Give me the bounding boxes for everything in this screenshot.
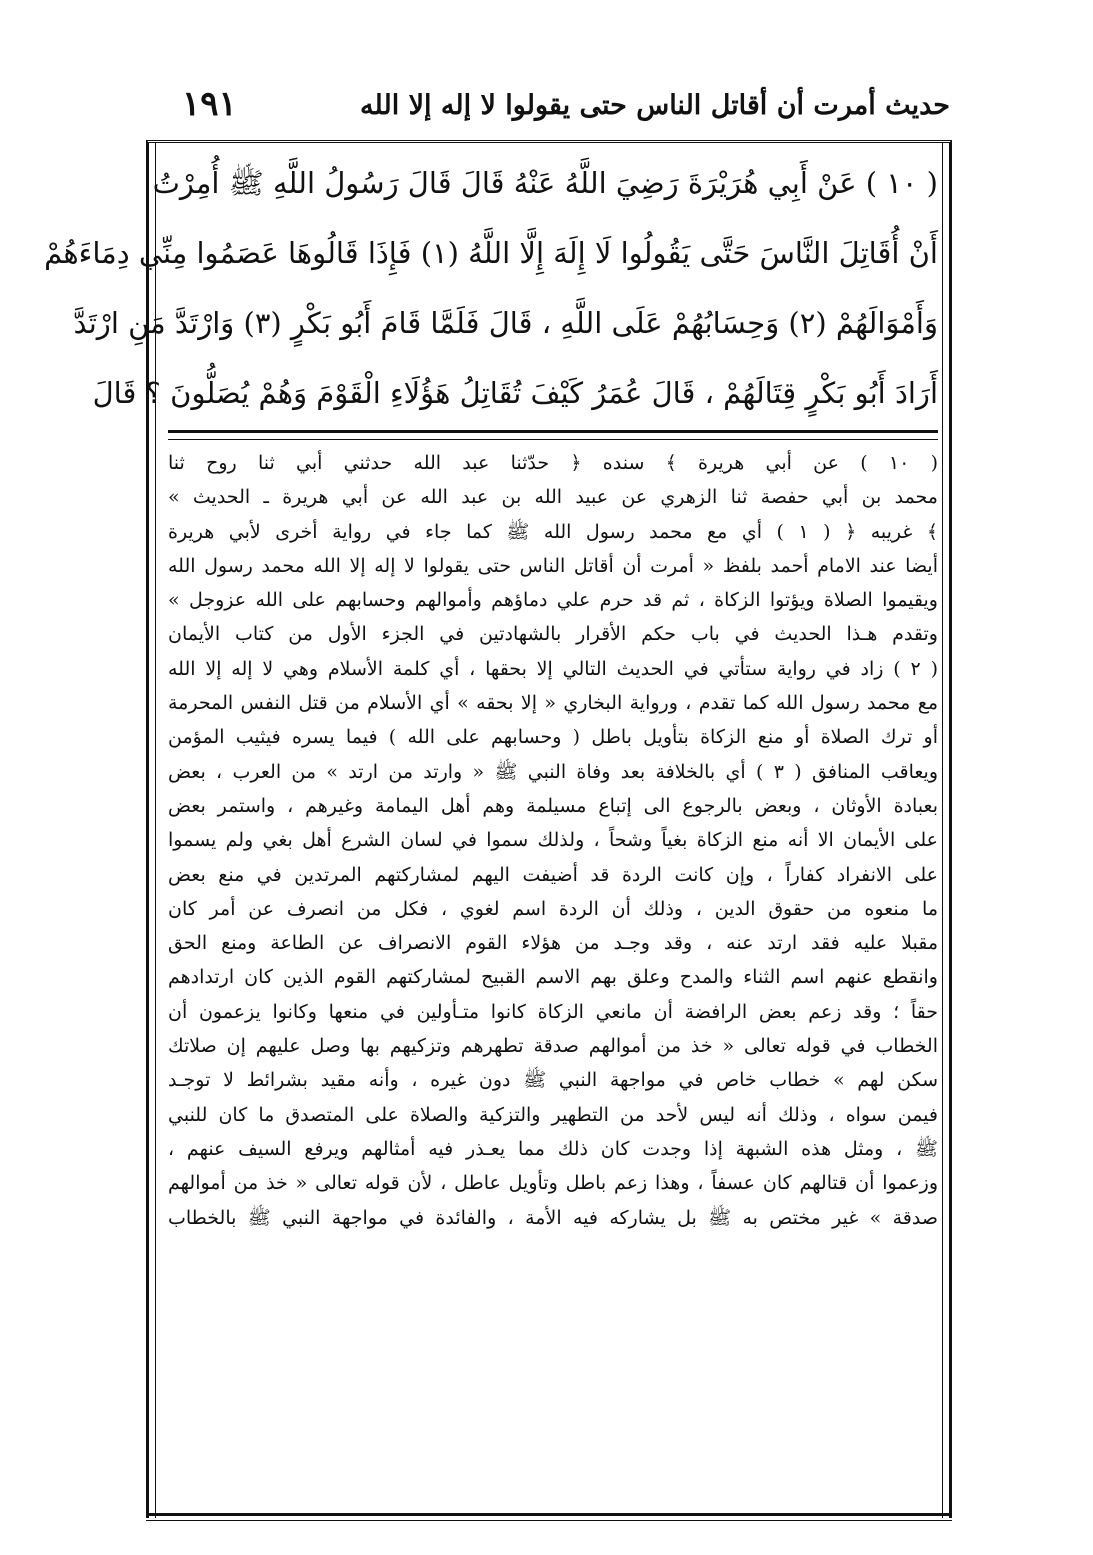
frame-bottom-rule xyxy=(146,1513,952,1516)
commentary-line: ﴾ غريبه ﴿ ( ١ ) أي مع محمد رسول الله ﷺ كما جاء في رواية أخرى لأبي هريرة xyxy=(168,520,938,543)
running-header xyxy=(160,84,950,134)
frame-bottom-rule-thin xyxy=(146,1520,952,1521)
commentary-line: ويقيموا الصلاة ويؤتوا الزكاة ، ثم قد حرم علي دماؤهم وأموالهم وحسابهم على الله عزوجل » xyxy=(168,589,938,612)
commentary-line: على الأيمان الا أنه منع الزكاة بغياً وشحاً ، ولذلك سموا في لسان الشرع أهل بغي ولم يسموا xyxy=(168,829,938,852)
commentary-line: ويعاقب المنافق ( ٣ ) أي بالخلافة بعد وفاة النبي ﷺ « وارتد من ارتد » من العرب ، بعض xyxy=(168,760,938,783)
commentary-line: أيضا عند الامام أحمد بلفظ « أمرت أن أقاتل الناس حتى يقولوا لا إله إلا الله محمد رسول الله xyxy=(168,554,938,577)
commentary-line: صدقة » غير مختص به ﷺ بل يشاركه فيه الأمة ، والفائدة في مواجهة النبي ﷺ بالخطاب xyxy=(168,1206,938,1229)
commentary-line: ﷺ ، ومثل هذه الشبهة إذا وجدت كان ذلك مما يعـذر فيه أمثالهم ويرفع السيف عنهم ، xyxy=(168,1137,938,1160)
commentary-line: حقاً ؛ وقد زعم بعض الرافضة أن مانعي الزكاة كانوا متـأولين في منعها وكانوا يزعمون أن xyxy=(168,1000,938,1023)
hadith-text xyxy=(44,148,938,428)
commentary-line: مقبلا عليه فقد ارتد عنه ، وقد وجـد من هؤلاء القوم الانصراف عن الطاعة ومنع الحق xyxy=(168,932,938,955)
commentary-line: وتقدم هـذا الحديث في باب حكم الأقرار بالشهادتين في الجزء الأول من كتاب الأيمان xyxy=(168,623,938,646)
commentary-line: ما منعوه من حقوق الدين ، وذلك أن الردة اسم لغوي ، فكل من انصرف عن أمر كان xyxy=(168,897,938,920)
hadith-line: وَأَمْوَالَهُمْ (٢) وَحِسَابُهُمْ عَلَى اللَّهِ ، قَالَ فَلَمَّا قَامَ أَبُو بَكْرٍ (٣) وَارْتَدَّ مَنِ ارْتَدَّ xyxy=(73,306,938,340)
commentary-text xyxy=(168,446,938,1235)
commentary-line: ( ٢ ) زاد في رواية ستأتي في الحديث التالي إلا بحقها ، أي كلمة الأسلام وهي لا إله إلا الله xyxy=(168,657,939,680)
section-divider xyxy=(168,430,938,440)
commentary-line: وزعموا أن قتالهم كان عسفاً ، وهذا زعم باطل وتأويل عاطل ، لأن قوله تعالى « خذ من أموالهم xyxy=(168,1172,938,1195)
commentary-line: وانقطع عنهم اسم الثناء والمدح وعلق بهم الاسم القبيح لمشاركتهم القوم الذين كان ارتدادهم xyxy=(168,966,938,989)
commentary-line: فيمن سواه ، وذلك أنه ليس لأحد من التطهير والتزكية والصلاة على المتصدق ما كان للنبي xyxy=(168,1103,938,1126)
page-number: ١٩١ xyxy=(182,84,237,124)
commentary-line: بعبادة الأوثان ، وبعض بالرجوع الى إتباع مسيلمة وهم أهل اليمامة وغيرهم ، واستمر بعض xyxy=(168,794,938,817)
commentary-line: محمد بن أبي حفصة ثنا الزهري عن عبيد الله بن عبد الله عن أبي هريرة ـ الحديث » xyxy=(168,486,938,509)
commentary-line: مع محمد رسول الله كما تقدم ، ورواية البخاري « إلا بحقه » أي الأسلام من قتل النفس المحرمة xyxy=(168,692,938,715)
commentary-line: الخطاب في قوله تعالى « خذ من أموالهم صدقة تطهرهم وتزكيهم بها وصل عليهم إن صلاتك xyxy=(168,1035,938,1058)
commentary-line: على الانفراد كفاراً ، وإن كانت الردة قد أضيفت اليهم لمشاركتهم المرتدين في منع بعض xyxy=(168,863,938,886)
commentary-line: ( ١٠ ) عن أبي هريرة ﴾ سنده ﴿ حدّثنا عبد الله حدثني أبي ثنا روح ثنا xyxy=(168,452,938,474)
commentary-line: سكن لهم » خطاب خاص في مواجهة النبي ﷺ دون غيره ، وأنه مقيد بشرائط لا توجـد xyxy=(168,1069,938,1092)
commentary-line: أو ترك الصلاة أو منع الزكاة بتأويل باطل ( وحسابهم على الله ) فيما يسره فيثيب المؤمن xyxy=(168,726,938,749)
hadith-line: أَرَادَ أَبُو بَكْرٍ قِتَالَهُمْ ، قَالَ عُمَرُ كَيْفَ تُقَاتِلُ هَؤُلَاءِ الْقَوْمَ وَهُمْ يُصَلُّونَ ؟ قَالَ xyxy=(92,376,938,410)
running-header-title: حديث أمرت أن أقاتل الناس حتى يقولوا لا إله إلا الله xyxy=(360,90,950,121)
hadith-line: أَنْ أُقَاتِلَ النَّاسَ حَتَّى يَقُولُوا لَا إِلَهَ إِلَّا اللَّهُ (١) فَإِذَا قَالُوهَا عَصَمُوا مِنِّي دِمَاءَهُمْ xyxy=(44,236,938,270)
hadith-line: ( ١٠ ) عَنْ أَبِي هُرَيْرَةَ رَضِيَ اللَّهُ عَنْهُ قَالَ قَالَ رَسُولُ اللَّهِ ﷺ أُمِرْتُ xyxy=(152,166,938,200)
